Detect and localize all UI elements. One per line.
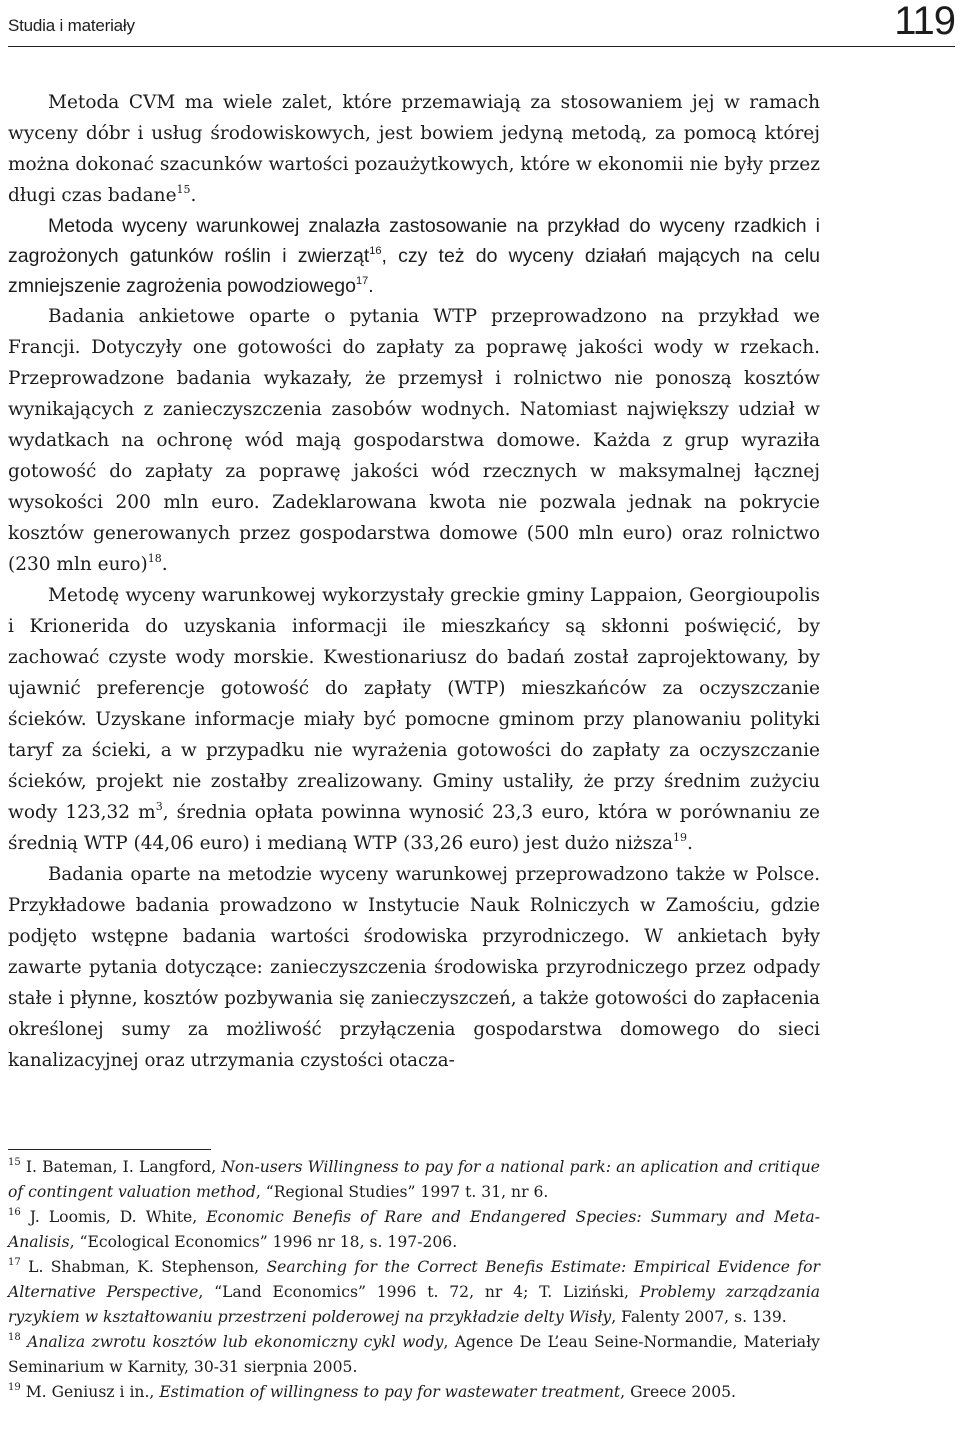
footnote-text: , Falenty 2007, s. 139. <box>611 1308 787 1326</box>
footnote-title: Non-users Willingness to pay for a national park: an aplication and critique of contingent valuation method <box>8 1158 820 1201</box>
footnote-text: , “Regional Studies” 1997 t. 31, nr 6. <box>255 1183 549 1201</box>
paragraph-text: , średnia opłata powinna wynosić 23,3 euro, która w porównaniu ze średnią WTP (44,06 euro) i medianą WTP (33,26 euro) jest dużo niższa <box>8 802 820 854</box>
body-text <box>8 87 820 1076</box>
footnote-number: 19 <box>8 1382 21 1393</box>
footnote-number: 17 <box>8 1257 21 1268</box>
footnote-text: , “Land Economics” 1996 t. 72, nr 4; T. Liziński, <box>198 1283 640 1301</box>
paragraph-text: . <box>687 833 693 854</box>
footnote-19 <box>8 1380 820 1405</box>
footnotes <box>8 1155 820 1405</box>
paragraph-text: . <box>190 185 197 206</box>
footnote-ref-19: 19 <box>673 831 688 844</box>
footnote-text: , Agence De L’eau Seine-Normandie, Materiały Seminarium w Karnity, 30-31 sierpnia 2005. <box>8 1333 820 1376</box>
footnote-ref-16: 16 <box>369 245 382 257</box>
footnote-number: 15 <box>8 1157 21 1168</box>
paragraph-text: Badania ankietowe oparte o pytania WTP przeprowadzono na przykład we Francji. Dotyczyły one gotowości do zapłaty za poprawę jakości wody w rzekach. Przeprowadzone badania wykazały, że przemysł i rolnictwo nie ponoszą kosztów wynikających z zanieczyszczenia zasobów wodnych. Natomiast największy udział w wydatkach na ochronę wód mają gospodarstwa domowe. Każda z grup wyraziła gotowość do zapłaty za poprawę jakości wód rzecznych w maksymalnej łącznej wysokości 200 mln euro. Zadeklarowana kwota nie pozwala jednak na pokrycie kosztów generowanych przez gospodarstwa domowe (500 mln euro) oraz rolnictwo (230 mln euro) <box>8 306 820 575</box>
footnote-text: , “Ecological Economics” 1996 nr 18, s. 197-206. <box>69 1233 458 1251</box>
footnote-title: Analiza zwrotu kosztów lub ekonomiczny cykl wody <box>27 1333 444 1351</box>
footnote-text: I. Bateman, I. Langford, <box>20 1158 222 1176</box>
paragraph-france-study <box>8 301 820 580</box>
paragraph-text: Metodę wyceny warunkowej wykorzystały greckie gminy Lappaion, Georgioupolis i Krionerida do uzyskania informacji ile mieszkańcy są skłonni poświęcić, by zachować czyste wody morskie. Kwestionariusz do badań został zaprojektowany, by ujawnić preferencje gotowość do zapłaty (WTP) mieszkańców za oczyszczanie ścieków. Uzyskane informacje miały być pomocne gminom przy planowaniu polityki taryf za ścieki, a w przypadku nie wyrażenia gotowości do zapłaty za oczyszczanie ścieków, projekt nie zostałby zrealizowany. Gminy ustaliły, że przy średnim zużyciu wody 123,32 m <box>8 585 820 823</box>
footnote-text: M. Geniusz i in., <box>20 1383 160 1401</box>
footnote-text: J. Loomis, D. White, <box>20 1208 207 1226</box>
footnote-title: Searching for the Correct Benefis Estimate: Empirical Evidence for Alternative Perspective <box>8 1258 821 1301</box>
paragraph-text: Badania oparte na metodzie wyceny warunkowej przeprowadzono także w Polsce. Przykładowe badania prowadzono w Instytucie Nauk Rolniczych w Zamościu, gdzie podjęto wstępne badania wartości środowiska przyrodniczego. W ankietach były zawarte pytania dotyczące: zanieczyszczenia środowiska przyrodniczego przez odpady stałe i płynne, kosztów pozbywania się zanieczyszczeń, a także gotowości do zapłacenia określonej sumy za możliwość przyłączenia gospodarstwa domowego do sieci kanalizacyjnej oraz utrzymania czystości otacza- <box>8 864 820 1071</box>
footnote-ref-15: 15 <box>176 183 191 196</box>
footnote-17 <box>8 1255 820 1330</box>
paragraph-poland-study <box>8 859 820 1076</box>
paragraph-text: Metoda CVM ma wiele zalet, które przemawiają za stosowaniem jej w ramach wyceny dóbr i usług środowiskowych, jest bowiem jedyną metodą, za pomocą której można dokonać szacunków wartości pozaużytkowych, które w ekonomii nie były przez długi czas badane <box>8 92 820 206</box>
footnote-18 <box>8 1330 820 1380</box>
page-number: 119 <box>894 0 955 43</box>
superscript-cubic: 3 <box>155 800 163 813</box>
footnote-divider <box>8 1149 211 1150</box>
footnote-text: , Greece 2005. <box>620 1383 736 1401</box>
running-header-title: Studia i materiały <box>8 16 135 35</box>
paragraph-cvm-advantages <box>8 87 820 211</box>
footnote-number: 18 <box>8 1332 21 1343</box>
footnote-15 <box>8 1155 820 1205</box>
paragraph-text: , czy też do wyceny działań mających na celu zmniejszenie zagrożenia powodziowego <box>8 245 820 297</box>
footnote-16 <box>8 1205 820 1255</box>
page-header <box>8 0 955 47</box>
paragraph-text: Metoda wyceny warunkowej znalazła zastosowanie na przykład do wyceny rzadkich i zagrożonych gatunków roślin i zwierząt <box>8 215 820 267</box>
footnote-ref-17: 17 <box>355 275 369 287</box>
paragraph-greece-study <box>8 580 820 859</box>
footnote-title: Problemy zarządzania ryzykiem w kształtowaniu przestrzeni polderowej na przykładzie delty Wisły <box>8 1283 820 1326</box>
paragraph-applications <box>8 211 820 301</box>
footnote-title: Economic Benefis of Rare and Endangered Species: Summary and Meta-Analisis <box>8 1208 820 1251</box>
footnote-title: Estimation of willingness to pay for wastewater treatment <box>159 1383 621 1401</box>
paragraph-text: . <box>368 275 374 297</box>
footnote-number: 16 <box>8 1207 21 1218</box>
paragraph-text: . <box>161 554 168 575</box>
footnote-ref-18: 18 <box>147 552 162 565</box>
footnote-text: L. Shabman, K. Stephenson, <box>20 1258 267 1276</box>
